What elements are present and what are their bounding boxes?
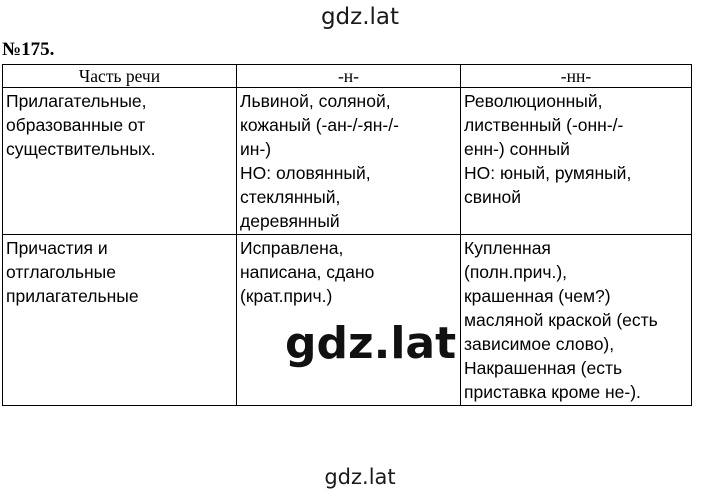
cell-line: Купленная bbox=[464, 238, 551, 258]
cell-line: стеклянный, bbox=[240, 187, 341, 207]
cell-part-of-speech bbox=[3, 235, 237, 406]
cell-line: енн-) сонный bbox=[464, 139, 570, 159]
watermark-bottom: gdz.lat bbox=[324, 465, 396, 489]
cell-line: НО: юный, румяный, bbox=[464, 163, 632, 183]
cell-line: деревянный bbox=[240, 211, 340, 231]
cell-line: кожаный (-ан-/-ян-/- bbox=[240, 115, 399, 135]
cell-line: Прилагательные, bbox=[6, 91, 147, 111]
watermark-center: gdz.lat bbox=[282, 316, 459, 372]
cell-line: Революционный, bbox=[464, 91, 603, 111]
cell-line: существительных. bbox=[6, 139, 156, 159]
table-row-adjectives bbox=[3, 88, 692, 235]
header-part-of-speech: Часть речи bbox=[3, 65, 237, 88]
cell-line: лиственный (-онн-/- bbox=[464, 115, 624, 135]
cell-line: Львиной, соляной, bbox=[240, 91, 391, 111]
cell-line: приставка кроме не-). bbox=[464, 382, 641, 402]
cell-double-n bbox=[461, 235, 692, 406]
cell-line: Исправлена, bbox=[240, 238, 344, 258]
table-header-row bbox=[3, 65, 692, 88]
cell-line: свиной bbox=[464, 187, 521, 207]
cell-line: ин-) bbox=[240, 139, 272, 159]
cell-line: зависимое слово), bbox=[464, 334, 615, 354]
cell-single-n bbox=[237, 88, 461, 235]
cell-line: НО: оловянный, bbox=[240, 163, 371, 183]
header-single-n: -н- bbox=[237, 65, 461, 88]
header-double-n: -нн- bbox=[461, 65, 692, 88]
cell-line: Причастия и bbox=[6, 238, 108, 258]
cell-line: образованные от bbox=[6, 115, 146, 135]
cell-line: (полн.прич.), bbox=[464, 262, 568, 282]
cell-line: Накрашенная (есть bbox=[464, 358, 623, 378]
exercise-number: №175. bbox=[2, 39, 55, 60]
cell-double-n bbox=[461, 88, 692, 235]
cell-line: написана, сдано bbox=[240, 262, 375, 282]
cell-line: масляной краской (есть bbox=[464, 310, 658, 330]
cell-line: отглагольные bbox=[6, 262, 116, 282]
cell-line: (крат.прич.) bbox=[240, 286, 333, 306]
watermark-top: gdz.lat bbox=[320, 4, 400, 30]
cell-line: прилагательные bbox=[6, 286, 139, 306]
cell-line: крашенная (чем?) bbox=[464, 286, 611, 306]
cell-part-of-speech bbox=[3, 88, 237, 235]
